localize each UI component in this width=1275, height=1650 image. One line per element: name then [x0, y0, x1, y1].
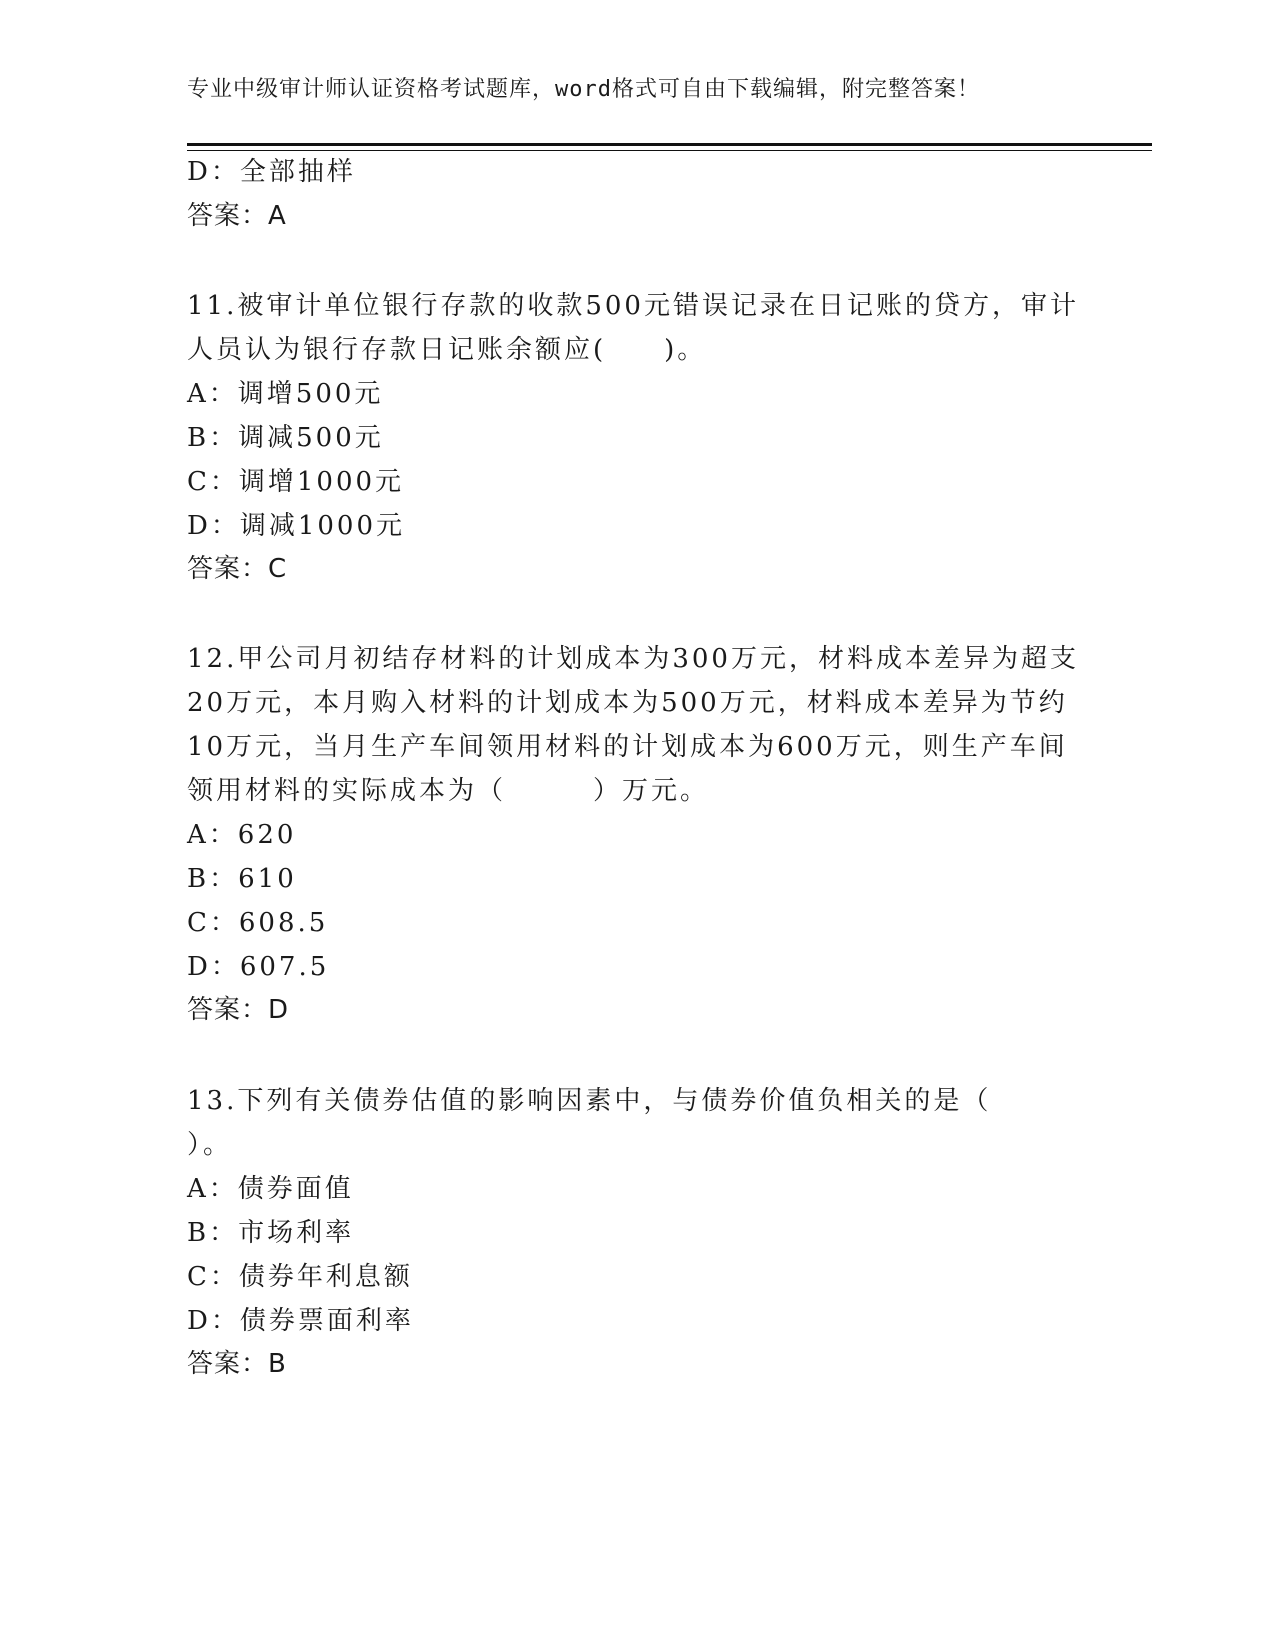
q12-stem-line-1: 12.甲公司月初结存材料的计划成本为300万元，材料成本差异为超支 — [187, 644, 1079, 674]
q12-stem-line-3: 10万元，当月生产车间领用材料的计划成本为600万元，则生产车间 — [187, 732, 1068, 762]
header-rule-thin — [187, 150, 1152, 151]
q12-stem-line-2: 20万元，本月购入材料的计划成本为500万元，材料成本差异为节约 — [187, 688, 1068, 718]
q13-stem-line-2: ）。 — [187, 1130, 233, 1160]
q11-stem-line-2: 人员认为银行存款日记账余额应( )。 — [187, 335, 707, 365]
q11-option-b: B：调减500元 — [187, 423, 384, 453]
q11-answer: 答案：C — [187, 554, 288, 584]
q11-stem-line-1: 11.被审计单位银行存款的收款500元错误记录在日记账的贷方，审计 — [187, 291, 1079, 321]
q13-stem-line-1: 13.下列有关债券估值的影响因素中，与债券价值负相关的是（ — [187, 1086, 992, 1116]
q12-option-c: C：608.5 — [187, 908, 329, 938]
q10-answer: 答案：A — [187, 201, 287, 231]
q12-answer: 答案：D — [187, 995, 290, 1025]
q11-option-c: C：调增1000元 — [187, 467, 405, 497]
q11-option-a: A：调增500元 — [187, 379, 384, 409]
q10-option-d: D：全部抽样 — [187, 157, 356, 187]
page-header: 专业中级审计师认证资格考试题库，word格式可自由下载编辑，附完整答案！ — [187, 77, 980, 102]
q13-option-b: B：市场利率 — [187, 1218, 355, 1248]
q13-answer: 答案：B — [187, 1349, 287, 1379]
q12-option-b: B：610 — [187, 864, 297, 894]
q12-stem-line-4: 领用材料的实际成本为（ ）万元。 — [187, 776, 710, 806]
q13-option-a: A：债券面值 — [187, 1174, 354, 1204]
header-rule-thick — [187, 143, 1152, 146]
q12-option-a: A：620 — [187, 820, 297, 850]
q13-option-c: C：债券年利息额 — [187, 1262, 413, 1292]
q12-option-d: D：607.5 — [187, 952, 330, 982]
q11-option-d: D：调减1000元 — [187, 511, 406, 541]
q13-option-d: D：债券票面利率 — [187, 1306, 414, 1336]
